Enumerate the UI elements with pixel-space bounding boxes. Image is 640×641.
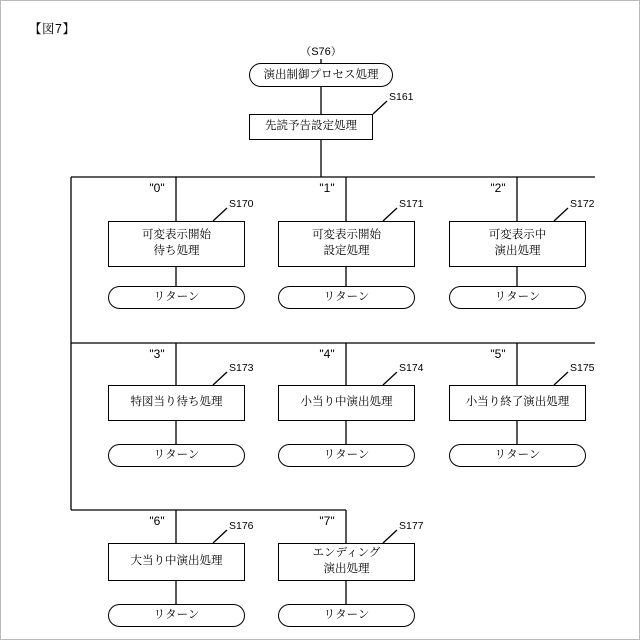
return-terminator-s174 [278, 444, 415, 467]
process-box-s176-label: 大当り中演出処理 [130, 555, 223, 568]
step-number-s161: S161 [389, 91, 414, 103]
process-box-s170 [108, 221, 245, 267]
process-box-s170-line2: 待ち処理 [153, 245, 200, 257]
branch-case-4: "4" [319, 347, 335, 361]
process-box-s172-line1: 可変表示中 [488, 229, 547, 242]
return-terminator-s177-label: リターン [323, 609, 370, 622]
branch-case-6: "6" [149, 514, 165, 528]
process-box-s161-label: 先読予告設定処理 [265, 120, 357, 133]
return-terminator-s176 [108, 604, 245, 627]
top-tag: （S76） [300, 46, 342, 58]
process-box-s174-label: 小当り中演出処理 [300, 396, 393, 409]
step-number-s174: S174 [399, 362, 424, 374]
step-number-s175: S175 [570, 362, 595, 374]
process-box-s175 [449, 385, 586, 421]
process-box-s176 [108, 543, 245, 581]
step-number-s173: S173 [229, 362, 254, 374]
return-terminator-s170 [108, 286, 245, 309]
return-terminator-s173-label: リターン [153, 449, 200, 462]
branch-case-3: "3" [149, 347, 165, 361]
step-number-s176: S176 [229, 520, 254, 532]
step-number-s171: S171 [399, 198, 424, 210]
process-box-s177-line2: 演出処理 [323, 563, 370, 575]
return-terminator-s173 [108, 444, 245, 467]
return-terminator-s175 [449, 444, 586, 467]
process-box-s171-line1: 可変表示開始 [312, 229, 381, 242]
figure-label: 【図7】 [29, 22, 76, 36]
process-box-s174 [278, 385, 415, 421]
step-number-s177: S177 [399, 520, 424, 532]
step-number-s172: S172 [570, 198, 595, 210]
process-box-s173 [108, 385, 245, 421]
return-terminator-s175-label: リターン [494, 449, 541, 462]
process-box-s172 [449, 221, 586, 267]
branch-case-7: "7" [319, 514, 335, 528]
branch-case-0: "0" [149, 181, 165, 195]
branch-case-1: "1" [319, 181, 335, 195]
process-box-s177 [278, 543, 415, 581]
process-box-s170-line1: 可変表示開始 [142, 229, 211, 242]
return-terminator-s172 [449, 286, 586, 309]
start-terminator [249, 63, 393, 87]
return-terminator-s177 [278, 604, 415, 627]
process-box-s172-line2: 演出処理 [494, 245, 541, 257]
branch-case-5: "5" [490, 347, 506, 361]
process-box-s171 [278, 221, 415, 267]
return-terminator-s174-label: リターン [323, 449, 370, 462]
return-terminator-s171-label: リターン [323, 291, 370, 304]
return-terminator-s176-label: リターン [153, 609, 200, 622]
branch-case-2: "2" [490, 181, 506, 195]
process-box-s171-line2: 設定処理 [323, 245, 370, 257]
process-box-s175-label: 小当り終了演出処理 [465, 396, 570, 409]
process-box-s177-line1: エンディング [312, 547, 381, 560]
start-terminator-label: 演出制御プロセス処理 [263, 68, 379, 81]
process-box-s161 [249, 114, 373, 140]
return-terminator-s170-label: リターン [153, 291, 200, 304]
step-number-s170: S170 [229, 198, 254, 210]
return-terminator-s171 [278, 286, 415, 309]
return-terminator-s172-label: リターン [494, 291, 541, 304]
process-box-s173-label: 特図当り待ち処理 [130, 396, 223, 409]
